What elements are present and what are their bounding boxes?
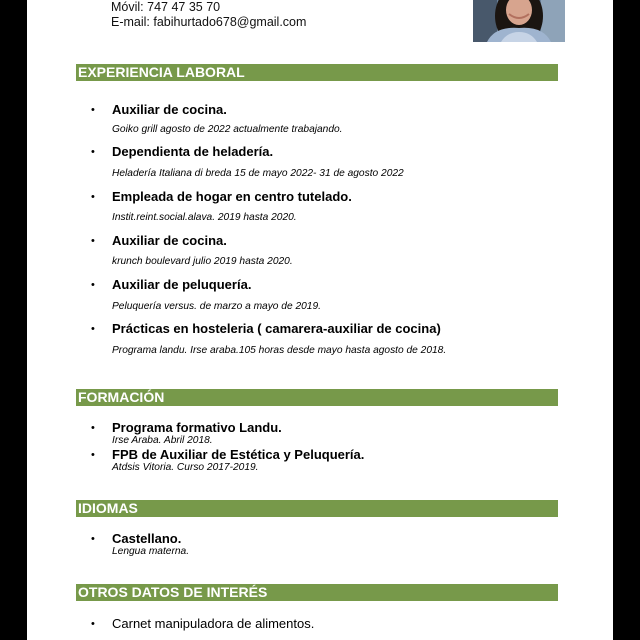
bullet: • xyxy=(91,104,95,116)
section-header-formacion: FORMACIÓN xyxy=(76,389,558,406)
bullet: • xyxy=(91,533,95,545)
job-title: Auxiliar de cocina. xyxy=(112,102,227,117)
phone-text: Móvil: 747 47 35 70 xyxy=(111,0,221,14)
course-detail: Atdsis Vitoria. Curso 2017-2019. xyxy=(112,462,259,473)
job-detail: Peluquería versus. de marzo a mayo de 2019. xyxy=(112,301,321,312)
job-title: Auxiliar de cocina. xyxy=(112,233,227,248)
job-title: Empleada de hogar en centro tutelado. xyxy=(112,189,352,204)
course-title: Programa formativo Landu. xyxy=(112,420,282,435)
bullet: • xyxy=(91,279,95,291)
course-detail: Irse Araba. Abril 2018. xyxy=(112,435,213,446)
job-title: Dependienta de heladería. xyxy=(112,144,274,159)
job-title: Auxiliar de peluquería. xyxy=(112,277,252,292)
bullet: • xyxy=(91,235,95,247)
email-text: E-mail: fabihurtado678@gmail.com xyxy=(111,15,307,29)
job-detail: Programa landu. Irse araba.105 horas desde mayo hasta agosto de 2018. xyxy=(112,345,447,356)
other-item-text: Carnet manipuladora de alimentos. xyxy=(112,616,315,631)
job-detail: Instit.reint.social.alava. 2019 hasta 2020. xyxy=(112,212,297,223)
bullet: • xyxy=(91,449,95,461)
profile-photo-image xyxy=(473,0,565,42)
bullet: • xyxy=(91,146,95,158)
course-title: FPB de Auxiliar de Estética y Peluquería. xyxy=(112,447,365,462)
job-title: Prácticas en hosteleria ( camarera-auxiliar de cocina) xyxy=(112,321,441,336)
bullet: • xyxy=(91,191,95,203)
language-detail: Lengua materna. xyxy=(112,546,190,557)
bullet: • xyxy=(91,323,95,335)
job-detail: Heladería Italiana di breda 15 de mayo 2022- 31 de agosto 2022 xyxy=(112,168,404,179)
language-title: Castellano. xyxy=(112,531,182,546)
section-header-experiencia: EXPERIENCIA LABORAL xyxy=(76,64,558,81)
contact-info xyxy=(111,0,306,30)
cv-page xyxy=(27,0,613,640)
profile-photo xyxy=(473,0,565,42)
section-header-idiomas: IDIOMAS xyxy=(76,500,558,517)
job-detail: krunch boulevard julio 2019 hasta 2020. xyxy=(112,256,293,267)
section-header-otros: OTROS DATOS DE INTERÉS xyxy=(76,584,558,601)
job-detail: Goiko grill agosto de 2022 actualmente trabajando. xyxy=(112,124,343,135)
bullet: • xyxy=(91,618,95,630)
bullet: • xyxy=(91,422,95,434)
